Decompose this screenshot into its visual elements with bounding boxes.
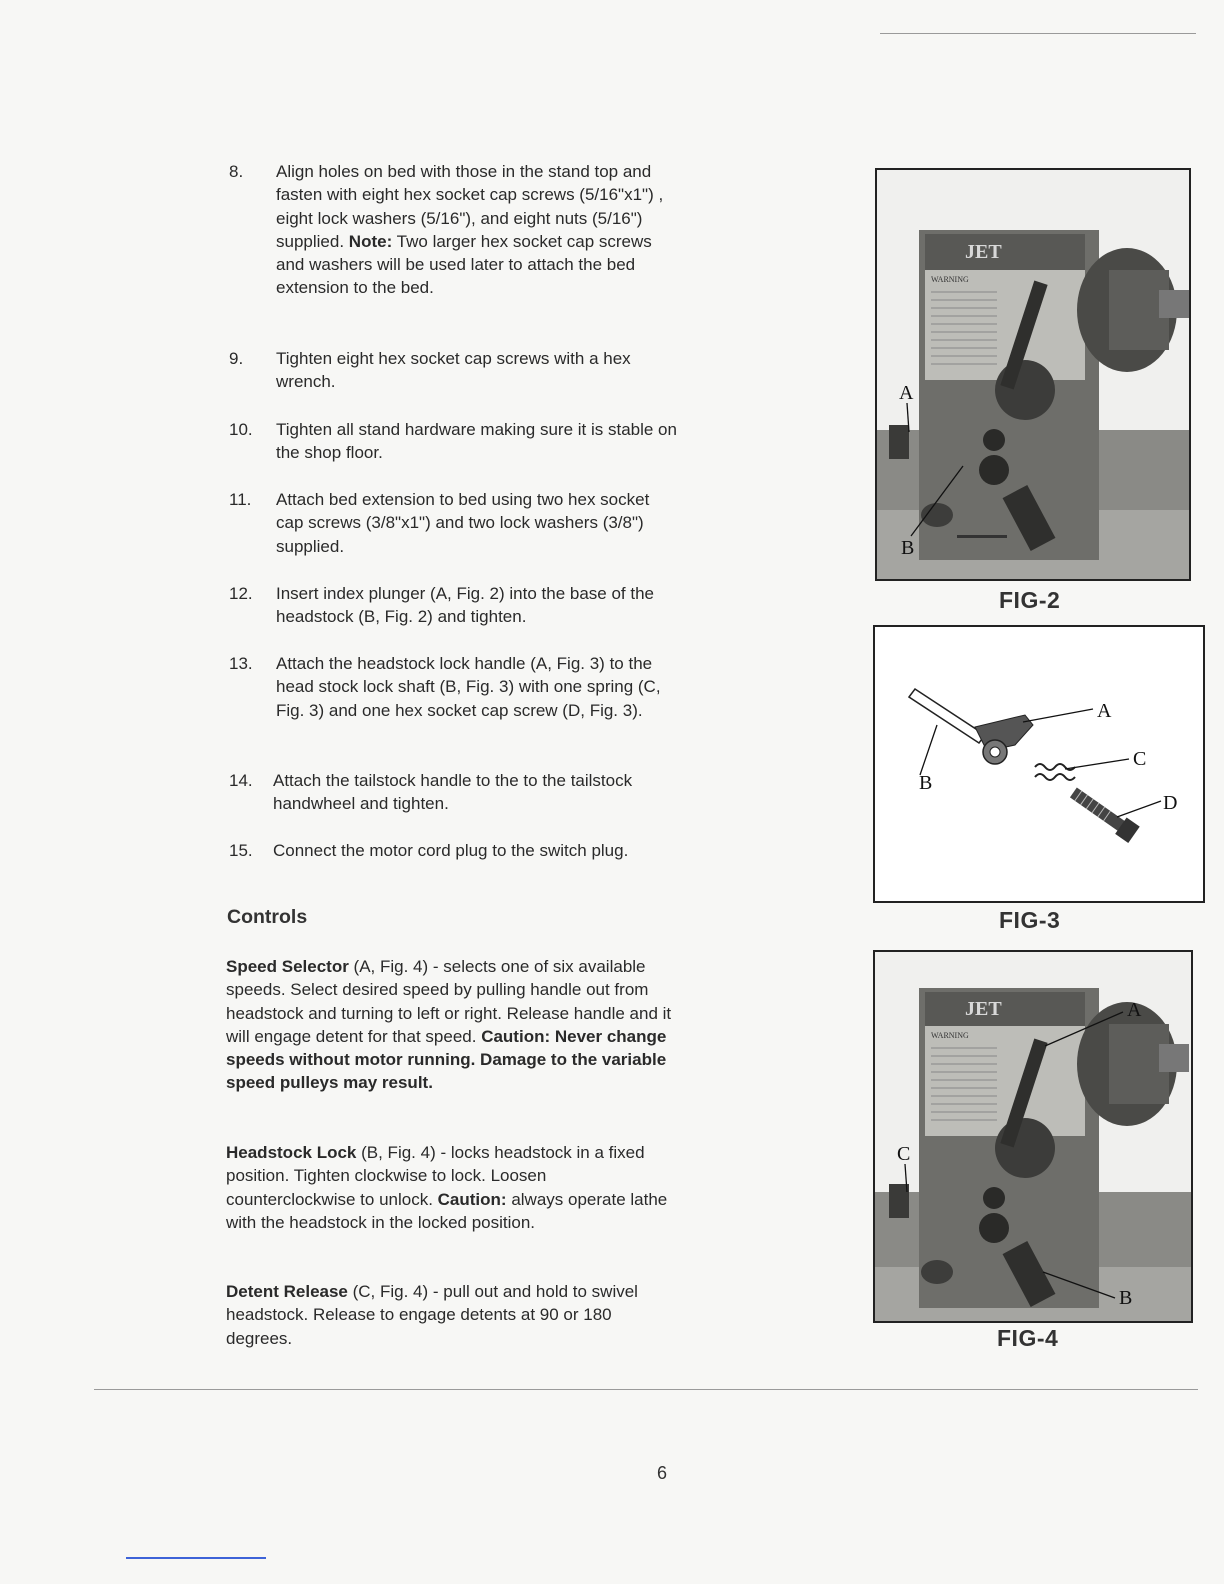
- fig-4-label: FIG-4: [997, 1325, 1059, 1351]
- blue-underline: [126, 1557, 266, 1559]
- fig-4-image: [873, 950, 1193, 1323]
- step-number: 8.: [229, 162, 244, 181]
- speed-selector-paragraph: Speed Selector (A, Fig. 4) - selects one of six available speeds. Select desired speed by pulling handle out from headstock and turning to left or right. Release handle and it will engage detent for that speed. Caution: Never change speeds without motor running. Damage to the variable speed pulleys may result.: [226, 957, 672, 1093]
- step-number: 14.: [229, 771, 253, 790]
- note-label: Note:: [348, 231, 393, 251]
- lathe-controls-photo: [875, 952, 1191, 1321]
- step-text: Attach the tailstock handle to the to the tailstock handwheel and tighten.: [273, 771, 633, 814]
- step-text: Attach the headstock lock handle (A, Fig. 3) to the head stock lock shaft (B, Fig. 3) with one spring (C, Fig. 3) and one hex socket cap screw (D, Fig. 3).: [276, 654, 661, 720]
- step-number: 15.: [229, 841, 253, 860]
- step-number: 12.: [229, 584, 253, 603]
- top-rule: [880, 33, 1196, 34]
- fig4-callout-c: C: [897, 1143, 911, 1165]
- fig-3-label: FIG-3: [999, 907, 1061, 933]
- fig-3-image: [873, 625, 1205, 903]
- headstock-lock-term: Headstock Lock: [226, 1143, 357, 1162]
- page-number: 6: [657, 1463, 668, 1483]
- fig4-callout-a: A: [1127, 999, 1142, 1021]
- brand-text: JET: [965, 241, 1002, 263]
- fig-2-image: [875, 168, 1191, 581]
- step-text: Insert index plunger (A, Fig. 2) into the base of the headstock (B, Fig. 2) and tighten.: [276, 584, 654, 627]
- fig3-callout-d: D: [1163, 792, 1178, 814]
- step-text: Attach bed extension to bed using two hex socket cap screws (3/8"x1") and two lock washers (3/8") supplied.: [276, 490, 650, 556]
- fig3-callout-b: B: [919, 772, 933, 794]
- lock-handle-parts-diagram: [875, 627, 1203, 901]
- step-text: Align holes on bed with those in the stand top and fasten with eight hex socket cap screws (5/16"x1") , eight lock washers (5/16"), and eight nuts (5/16") supplied. Note: Two larger hex socket cap screws and washers will be used later to attach the bed extension to the bed.: [276, 162, 664, 298]
- controls-heading: Controls: [227, 906, 308, 928]
- warning-text: WARNING: [931, 1031, 969, 1040]
- headstock-caution-label: Caution:: [437, 1189, 507, 1209]
- lathe-headstock-photo: [877, 170, 1189, 579]
- step-number: 13.: [229, 654, 253, 673]
- detent-release-paragraph: Detent Release (C, Fig. 4) - pull out and hold to swivel headstock. Release to engage detents at 90 or 180 degrees.: [226, 1282, 638, 1348]
- fig3-callout-c: C: [1133, 748, 1147, 770]
- speed-selector-term: Speed Selector: [226, 957, 349, 976]
- step-number: 9.: [229, 349, 244, 368]
- fig3-callout-a: A: [1097, 700, 1112, 722]
- step-text: Tighten eight hex socket cap screws with a hex wrench.: [276, 349, 631, 392]
- speed-caution: Caution: Never change speeds without motor running. Damage to the variable speed pulleys may result.: [226, 1026, 667, 1093]
- step-text: Tighten all stand hardware making sure it is stable on the shop floor.: [276, 420, 677, 463]
- brand-text: JET: [965, 998, 1002, 1020]
- step-text: Connect the motor cord plug to the switch plug.: [273, 841, 629, 860]
- bottom-rule: [94, 1389, 1198, 1390]
- step-number: 10.: [229, 420, 253, 439]
- warning-text: WARNING: [931, 275, 969, 284]
- fig2-callout-a: A: [899, 382, 914, 404]
- headstock-lock-paragraph: Headstock Lock (B, Fig. 4) - locks headstock in a fixed position. Tighten clockwise to lock. Loosen counterclockwise to unlock. Caution: always operate lathe with the headstock in the locked position.: [226, 1143, 668, 1232]
- fig-2-label: FIG-2: [999, 587, 1061, 613]
- detent-release-term: Detent Release: [226, 1282, 348, 1301]
- fig4-callout-b: B: [1119, 1287, 1133, 1309]
- fig2-callout-b: B: [901, 537, 915, 559]
- step-number: 11.: [229, 490, 252, 509]
